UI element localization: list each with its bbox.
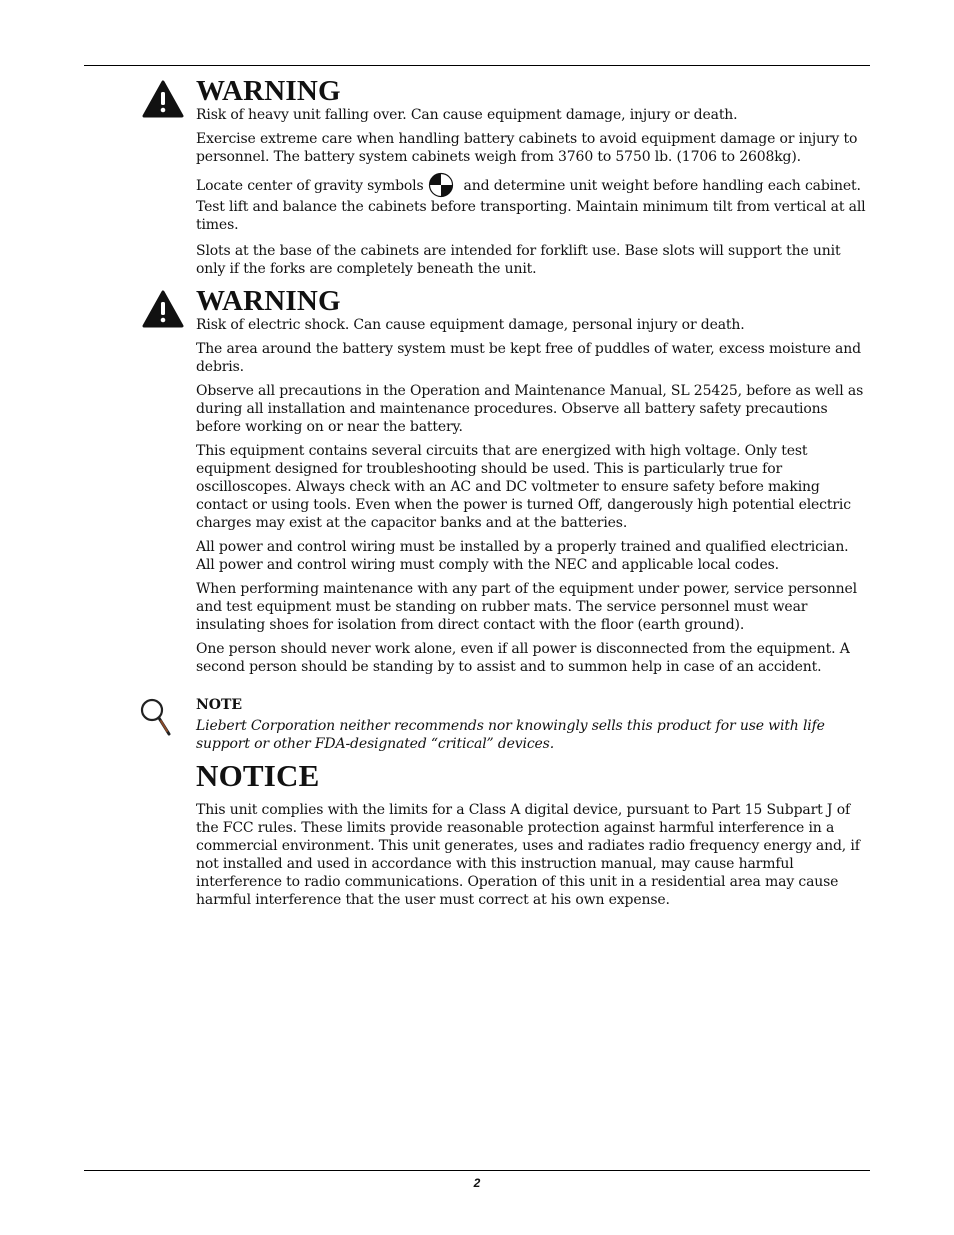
gravity-text-after: and determine unit weight before handling each cabinet. Test lift and balance the cabinets before transporting. Maintain minimum tilt from vertical at all times. bbox=[196, 178, 866, 233]
note-label: NOTE bbox=[196, 697, 243, 713]
header-rule bbox=[84, 65, 870, 66]
warning-triangle-icon bbox=[142, 80, 184, 118]
notice-title: NOTICE bbox=[196, 758, 320, 793]
warning-block-1 bbox=[196, 76, 868, 284]
notice-text: This unit complies with the limits for a Class A digital device, pursuant to Part 15 Subpart J of the FCC rules. These limits provide reasonable protection against harmful interference in a commercial environment. This unit generates, uses and radiates radio frequency energy and, if not installed and used in accordance with this instruction manual, may cause harmful interference to radio communications. Operation of this unit in a residential area may cause harmful interference that the user must correct at his own expense. bbox=[196, 802, 860, 908]
center-of-gravity-icon bbox=[428, 172, 454, 198]
warning-paragraph: All power and control wiring must be installed by a properly trained and qualified electrician. All power and control wiring must comply with the NEC and applicable local codes. bbox=[196, 539, 849, 573]
warning-paragraph: Exercise extreme care when handling battery cabinets to avoid equipment damage or injury to personnel. The battery system cabinets weigh from 3760 to 5750 lb. (1706 to 2608kg). bbox=[196, 131, 858, 165]
warning-title: WARNING bbox=[196, 285, 341, 317]
notice-block bbox=[196, 759, 868, 915]
warning-paragraph: When performing maintenance with any part of the equipment under power, service personnel and test equipment must be standing on rubber mats. The service personnel must wear insulating shoes for isolation from direct contact with the floor (earth ground). bbox=[196, 581, 857, 633]
warning-paragraph-gravity bbox=[196, 172, 868, 234]
magnifier-icon bbox=[138, 697, 174, 739]
note-text: Liebert Corporation neither recommends nor knowingly sells this product for use with life support or other FDA-designated “critical” devices. bbox=[196, 718, 825, 752]
warning-paragraph: Slots at the base of the cabinets are intended for forklift use. Base slots will support the unit only if the forks are completely beneath the unit. bbox=[196, 243, 841, 277]
warning-paragraph: This equipment contains several circuits that are energized with high voltage. Only test equipment designed for troubleshooting should be used. This is particularly true for oscilloscopes. Always check with an AC and DC voltmeter to ensure safety before making contact or using tools. Even when the power is turned Off, dangerously high potential electric charges may exist at the capacitor banks and at the batteries. bbox=[196, 443, 851, 531]
warning-paragraph: The area around the battery system must be kept free of puddles of water, excess moisture and debris. bbox=[196, 341, 861, 375]
warning-paragraph: One person should never work alone, even if all power is disconnected from the equipment. A second person should be standing by to assist and to summon help in case of an accident. bbox=[196, 641, 850, 675]
warning-title: WARNING bbox=[196, 75, 341, 107]
warning-paragraph: Risk of heavy unit falling over. Can cause equipment damage, injury or death. bbox=[196, 107, 738, 123]
warning-paragraph: Observe all precautions in the Operation and Maintenance Manual, SL 25425, before as well as during all installation and maintenance procedures. Observe all battery safety precautions before working on or near the battery. bbox=[196, 383, 864, 435]
gravity-text-before: Locate center of gravity symbols bbox=[196, 178, 424, 194]
warning-block-2 bbox=[196, 286, 868, 682]
footer-rule bbox=[84, 1170, 870, 1171]
note-block bbox=[196, 696, 868, 753]
warning-triangle-icon bbox=[142, 290, 184, 328]
page-number: 2 bbox=[473, 1176, 481, 1190]
warning-paragraph: Risk of electric shock. Can cause equipment damage, personal injury or death. bbox=[196, 317, 745, 333]
